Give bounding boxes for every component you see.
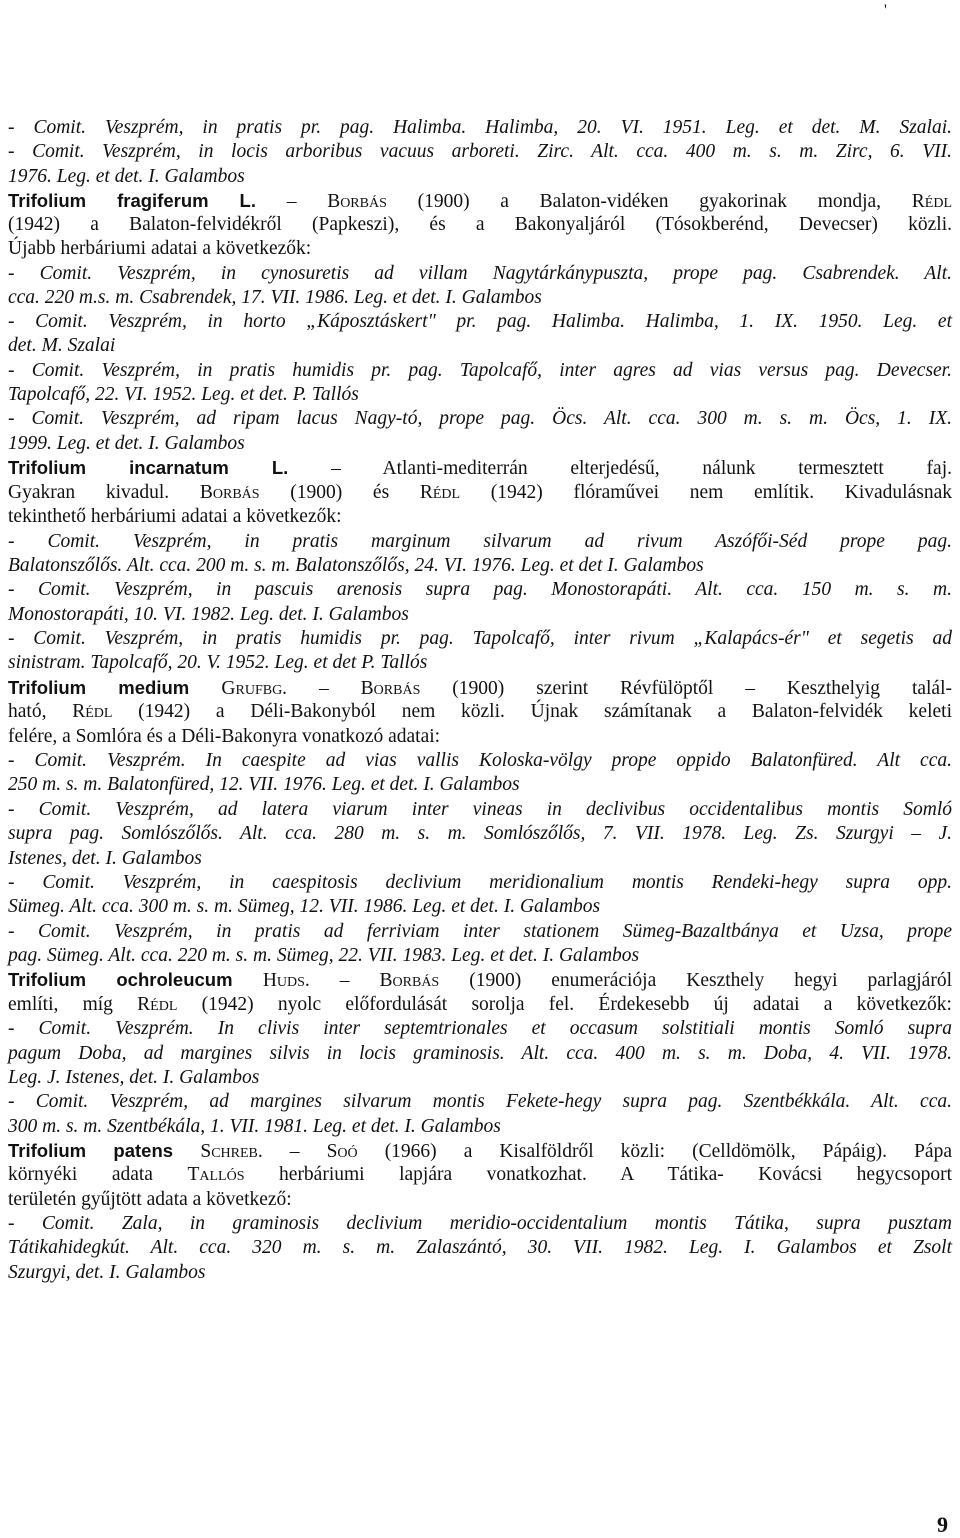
text-span: (1900) enumerációja Keszthely hegyi parlagjáról (439, 970, 952, 991)
species-name: Trifolium medium (8, 677, 222, 698)
text-span: (1900) szerint Révfülöptől – Keszthelyig talál- (420, 678, 952, 699)
text-line: - Comit. Zala, in graminosis declivium meridio-occidentalium montis Tátika, supra pusztam (8, 1213, 952, 1234)
text-line: területén gyűjtött adata a következő: (8, 1189, 292, 1210)
text-line: Tapolcafő, 22. VI. 1952. Leg. et det. P. Tallós (8, 384, 359, 405)
text-line: - Comit. Veszprém, in pratis humidis pr. pag. Tapolcafő, inter agres ad vias versus pag. Devecser. (8, 360, 952, 381)
species-heading-line (8, 968, 952, 993)
text-line: - Comit. Veszprém, in pratis pr. pag. Halimba. Halimba, 20. VI. 1951. Leg. et det. M. Szalai. (8, 117, 952, 138)
text-span: (1942) flóraművei nem említik. Kivadulásnak (460, 482, 952, 503)
text-line: - Comit. Veszprém. In caespite ad vias vallis Koloska-völgy prope oppido Balatonfüred. Alt cca. (8, 750, 952, 771)
text-line: - Comit. Veszprém, in locis arboribus vacuus arboreti. Zirc. Alt. cca. 400 m. s. m. Zirc, 6. VII. (8, 141, 952, 162)
text-line: - Comit. Veszprém, ad margines silvarum montis Fekete-hegy supra pag. Szentbékkála. Alt. cca. (8, 1091, 952, 1112)
text-span: – Atlanti-mediterrán elterjedésű, nálunk termesztett faj. (288, 458, 952, 479)
text-span: Gyakran kivadul. (8, 482, 200, 503)
author-name: Borbás (360, 678, 421, 699)
text-span: – (256, 191, 328, 212)
author-name: Rédl (72, 701, 113, 722)
text-span: (1900) a Balaton-vidéken gyakorinak mondja, (386, 191, 912, 212)
author-name: Grufbg. (221, 678, 288, 699)
text-span: (1966) a Kisalföldről közli: (Celldömölk, Pápáig). Pápa (357, 1141, 952, 1162)
text-span: (1942) nyolc előfordulását sorolja fel. Érdekesebb új adatai a következők: (177, 994, 952, 1015)
text-line (8, 700, 952, 724)
text-line: - Comit. Veszprém, in pratis ad ferriviam inter stationem Sümeg-Bazaltbánya et Uzsa, prope (8, 921, 952, 942)
text-line: sinistram. Tapolcafő, 20. V. 1952. Leg. et det P. Tallós (8, 652, 428, 673)
text-span: – (287, 678, 361, 699)
author-name: Borbás (327, 191, 387, 212)
text-line (8, 481, 952, 505)
text-span: említi, míg (8, 994, 138, 1015)
text-span: környéki adata (8, 1164, 188, 1185)
species-heading-line (8, 1139, 952, 1164)
text-line: - Comit. Veszprém, in pratis marginum silvarum ad rivum Aszófői-Séd prope pag. (8, 531, 952, 552)
author-name: Rédl (419, 482, 461, 503)
text-line: - Comit. Veszprém, ad latera viarum inter vineas in declivibus occidentalibus montis Somló (8, 799, 952, 820)
text-line: Tátikahidegkút. Alt. cca. 320 m. s. m. Zalaszántó, 30. VII. 1982. Leg. I. Galambos et Zsolt (8, 1237, 952, 1258)
author-name: Borbás (379, 970, 440, 991)
text-line: - Comit. Veszprém, in caespitosis declivium meridionalium montis Rendeki-hegy supra opp. (8, 872, 952, 893)
text-line: felére, a Somlóra és a Déli-Bakonyra vonatkozó adatai: (8, 726, 441, 747)
text-line: Istenes, det. I. Galambos (8, 848, 202, 869)
author-name: Schreb. (200, 1141, 263, 1162)
text-line: pag. Sümeg. Alt. cca. 220 m. s. m. Sümeg, 22. VII. 1983. Leg. et det. I. Galambos (8, 945, 640, 966)
text-line: supra pag. Somlószőlős. Alt. cca. 280 m. s. m. Somlószőlős, 7. VII. 1978. Leg. Zs. Szurgyi – J. (8, 823, 952, 844)
species-name: Trifolium patens (8, 1140, 201, 1161)
text-line: det. M. Szalai (8, 335, 116, 356)
text-line: Újabb herbáriumi adatai a következők: (8, 238, 312, 259)
text-line: Balatonszőlős. Alt. cca. 200 m. s. m. Balatonszőlős, 24. VI. 1976. Leg. et det I. Galambos (8, 555, 704, 576)
text-line: (1942) a Balaton-felvidékről (Papkeszi), és a Bakonyaljáról (Tósokberénd, Devecser) közli. (8, 214, 952, 235)
text-line: Szurgyi, det. I. Galambos (8, 1262, 206, 1283)
text-line: - Comit. Veszprém. In clivis inter septemtrionales et occasum solstitiali montis Somló supra (8, 1018, 952, 1039)
text-line: - Comit. Veszprém, in cynosuretis ad villam Nagytárkánypuszta, prope pag. Csabrendek. Alt. (8, 263, 952, 284)
text-line: - Comit. Veszprém, in pratis humidis pr. pag. Tapolcafő, inter rivum „Kalapács-ér" et segetis ad (8, 628, 952, 649)
text-line (8, 993, 952, 1017)
corner-mark: ' (884, 2, 887, 19)
text-span: – (262, 1141, 327, 1162)
species-heading-line (8, 189, 952, 214)
author-name: Rédl (911, 191, 953, 212)
text-line: - Comit. Veszprém, in horto „Káposztáskert" pr. pag. Halimba. Halimba, 1. IX. 1950. Leg. et (8, 311, 952, 332)
text-line: Monostorapáti, 10. VI. 1982. Leg. det. I. Galambos (8, 604, 409, 625)
species-heading-line (8, 676, 952, 701)
author-name: Rédl (137, 994, 178, 1015)
text-span: (1900) és (259, 482, 420, 503)
author-name: Soó (326, 1141, 358, 1162)
author-name: Tallós (187, 1164, 245, 1185)
text-span: herbáriumi lapjára vonatkozhat. A Tátika- Kovácsi hegycsoport (244, 1164, 952, 1185)
species-name: Trifolium incarnatum L. (8, 457, 289, 478)
text-line: 1999. Leg. et det. I. Galambos (8, 433, 245, 454)
text-line: - Comit. Veszprém, ad ripam lacus Nagy-tó, prope pag. Öcs. Alt. cca. 300 m. s. m. Öcs, 1. IX. (8, 408, 952, 429)
species-heading-line (8, 456, 952, 481)
page-number: 9 (937, 1512, 948, 1537)
species-name: Trifolium ochroleucum (8, 969, 263, 990)
text-span: ható, (8, 701, 73, 722)
text-line: tekinthető herbáriumi adatai a következők: (8, 506, 342, 527)
species-name: Trifolium fragiferum L. (8, 190, 256, 211)
text-line: 250 m. s. m. Balatonfüred, 12. VII. 1976. Leg. et det. I. Galambos (8, 774, 520, 795)
text-span: (1942) a Déli-Bakonyból nem közli. Újnak számítanak a Balaton-felvidék keleti (112, 701, 952, 722)
text-line: 300 m. s. m. Szentbékála, 1. VII. 1981. Leg. et det. I. Galambos (8, 1116, 501, 1137)
text-line: cca. 220 m.s. m. Csabrendek, 17. VII. 1986. Leg. et det. I. Galambos (8, 287, 542, 308)
author-name: Huds. (262, 970, 310, 991)
text-line: pagum Doba, ad margines silvis in locis graminosis. Alt. cca. 400 m. s. m. Doba, 4. VII. 1978. (8, 1043, 952, 1064)
text-line: - Comit. Veszprém, in pascuis arenosis supra pag. Monostorapáti. Alt. cca. 150 m. s. m. (8, 579, 952, 600)
author-name: Borbás (199, 482, 260, 503)
text-line: Sümeg. Alt. cca. 300 m. s. m. Sümeg, 12. VII. 1986. Leg. et det. I. Galambos (8, 896, 601, 917)
text-line (8, 1163, 952, 1187)
text-line: Leg. J. Istenes, det. I. Galambos (8, 1067, 260, 1088)
text-line: 1976. Leg. et det. I. Galambos (8, 166, 245, 187)
text-span: – (309, 970, 380, 991)
